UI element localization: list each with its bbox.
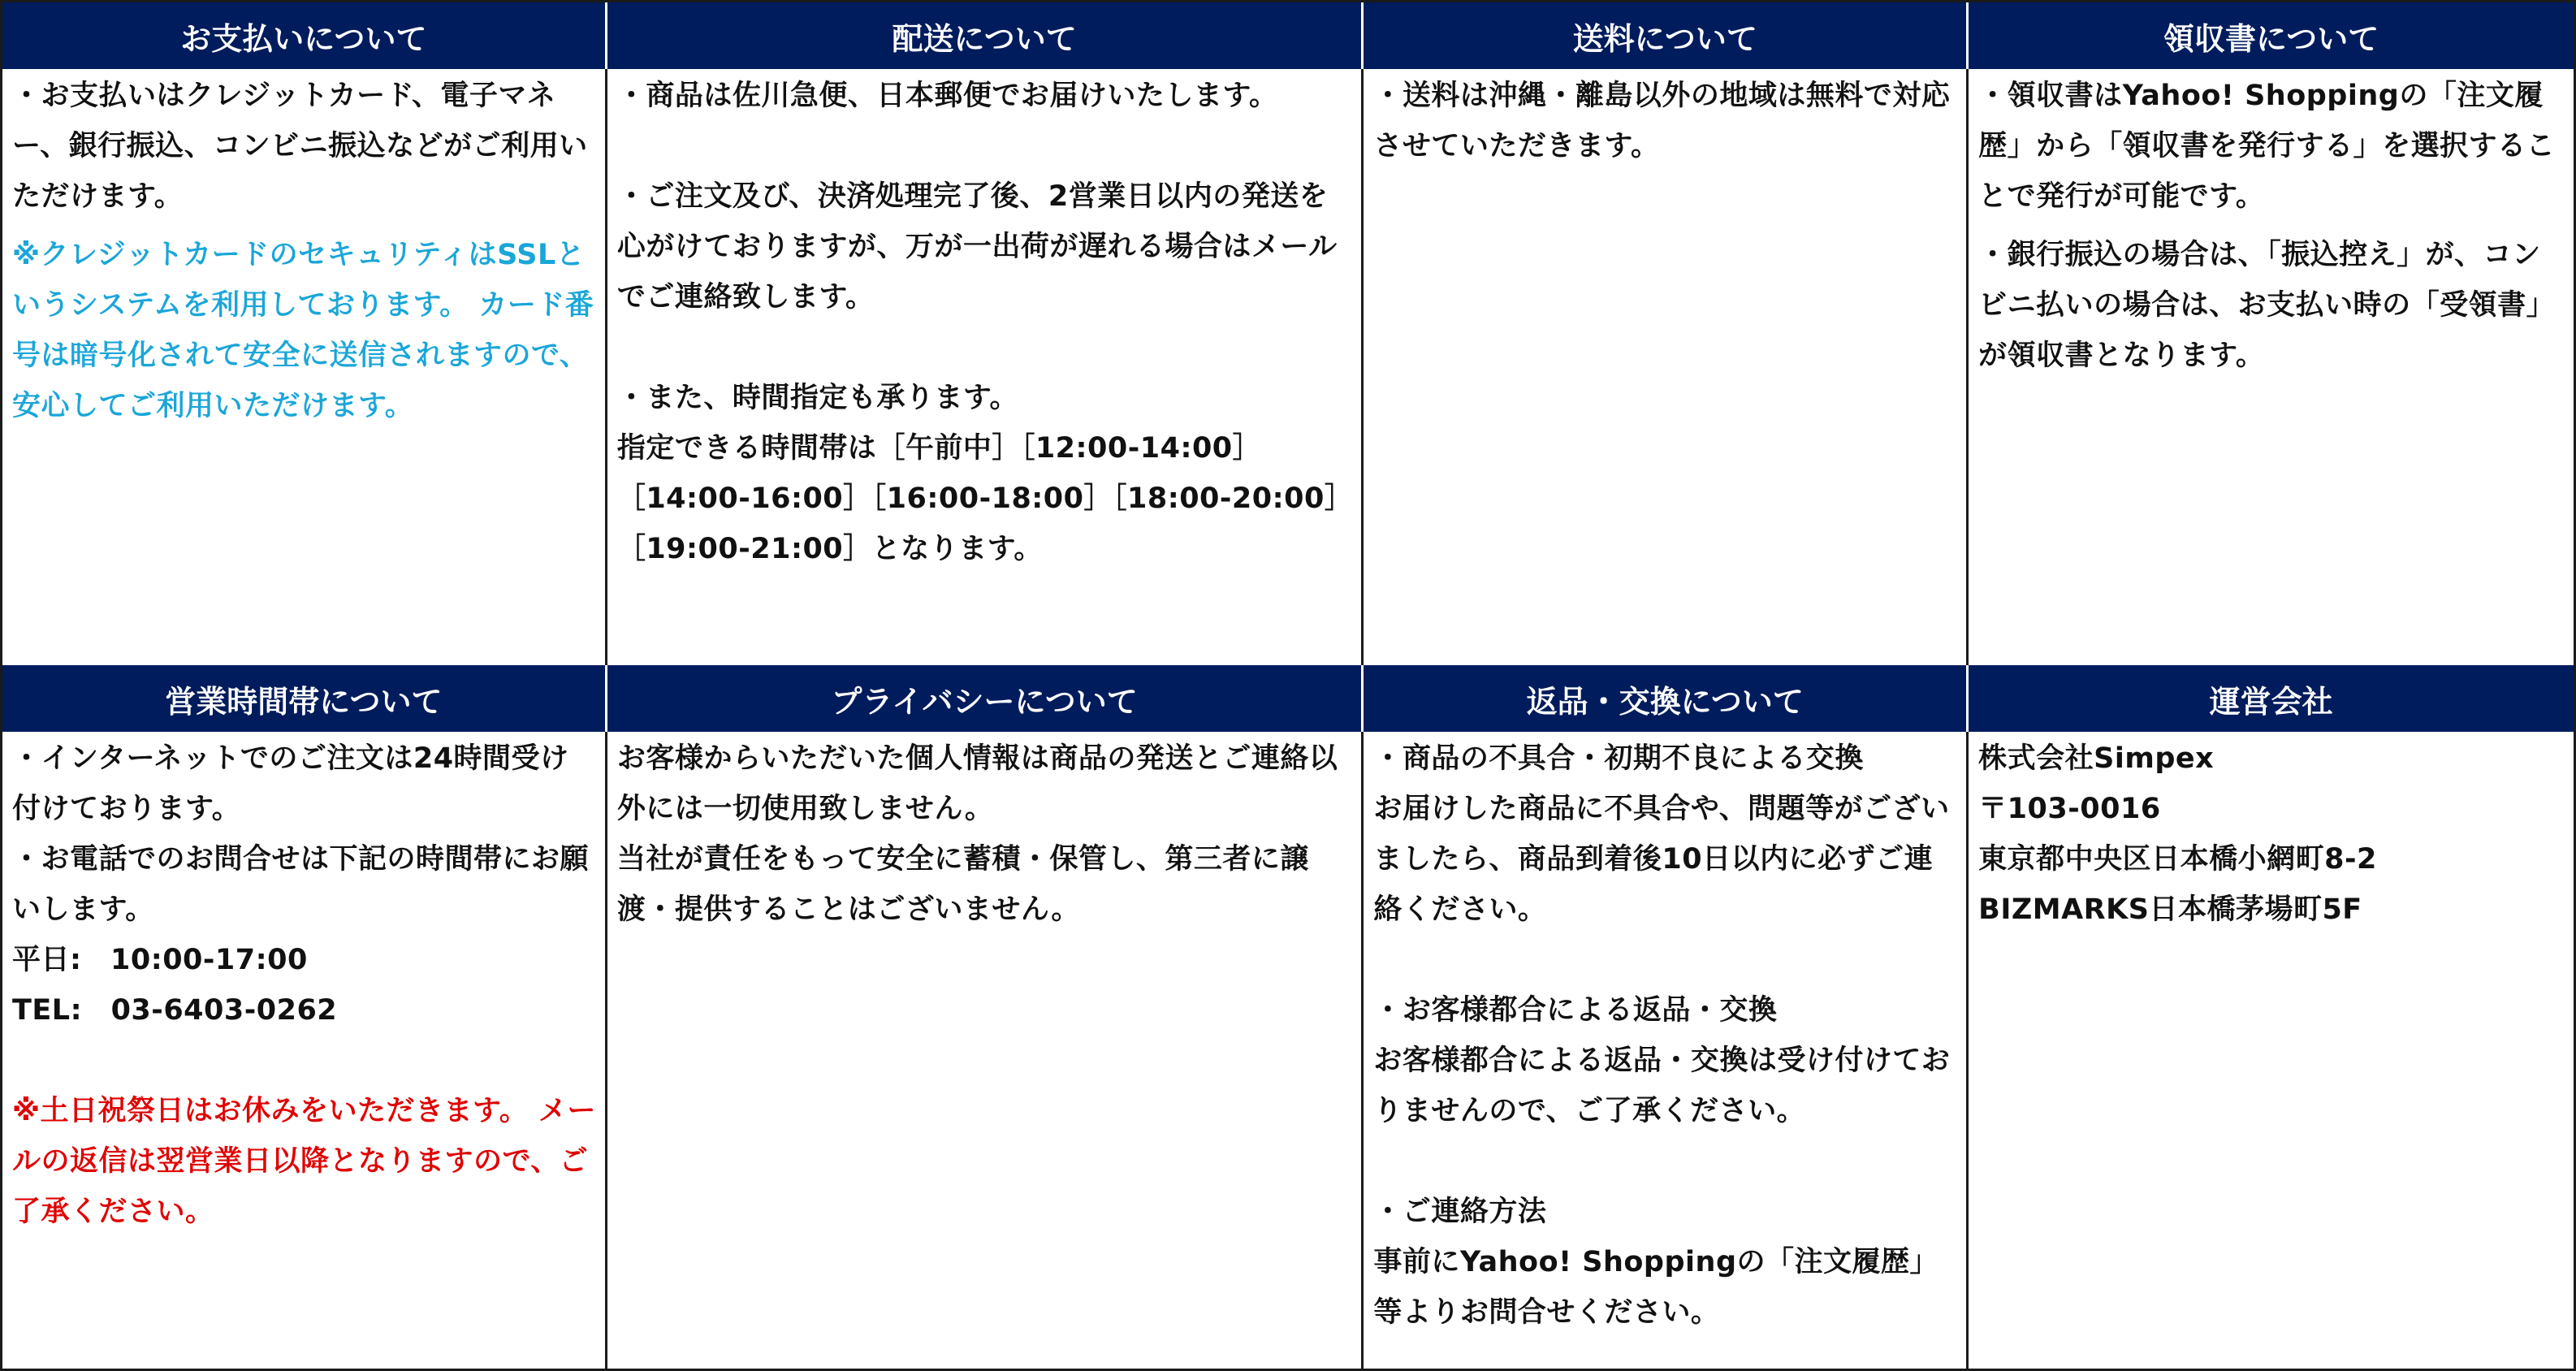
hours-tel: TEL: 03-6403-0262 <box>12 994 338 1027</box>
company-postal-code: 〒103-0016 <box>1978 793 2161 825</box>
header-company: 運営会社 <box>1969 665 2574 732</box>
receipt-alt-text: ・銀行振込の場合は、「振込控え」が、コンビニ払いの場合は、お支払い時の「受領書」が領収書となります。 <box>1978 239 2556 372</box>
shipping-fee-text: ・送料は沖縄・離島以外の地域は無料で対応させていただきます。 <box>1373 80 1951 162</box>
shipping-time-slots-line-1: 指定できる時間帯は［午前中］［12:00-14:00］ <box>616 432 1262 465</box>
header-receipt: 領収書について <box>1969 2 2574 69</box>
company-name: 株式会社Simpex <box>1978 742 2215 775</box>
privacy-usage-text: お客様からいただいた個人情報は商品の発送とご連絡以外には一切使用致しません。 <box>616 742 1338 825</box>
returns-defect-text: お届けした商品に不具合や、問題等がございましたら、商品到着後10日以内に必ずご連絡ください。 <box>1373 793 1950 926</box>
hours-holiday-note: ※土日祝祭日はお休みをいただきます。 メールの返信は翌営業日以降となりますので、ご了承ください。 <box>12 1095 596 1228</box>
shipping-time-text: ・また、時間指定も承ります。 <box>616 382 1019 414</box>
cell-shipping-fee <box>1364 69 1969 665</box>
header-shipping-fee: 送料について <box>1364 2 1969 69</box>
returns-customer-text: お客様都合による返品・交換は受け付けておりませんので、ご了承ください。 <box>1373 1044 1951 1127</box>
shipping-time-slots-line-3: ［19:00-21:00］となります。 <box>616 533 1043 565</box>
shipping-time-slots-line-2: ［14:00-16:00］［16:00-18:00］［18:00-20:00］ <box>616 482 1354 515</box>
company-address: 東京都中央区日本橋小網町8-2 <box>1978 843 2377 876</box>
returns-customer-heading: ・お客様都合による返品・交換 <box>1373 994 1778 1027</box>
cell-returns <box>1364 732 1969 1369</box>
cell-shipping <box>607 69 1364 665</box>
cell-business-hours <box>2 732 607 1369</box>
receipt-issue-text: ・領収書はYahoo! Shoppingの「注文履歴」から「領収書を発行する」を選択することで発行が可能です。 <box>1978 80 2556 213</box>
returns-defect-heading: ・商品の不具合・初期不良による交換 <box>1373 742 1864 775</box>
returns-contact-text: 事前にYahoo! Shoppingの「注文履歴」等よりお問合せください。 <box>1373 1246 1939 1329</box>
shipping-dispatch-text: ・ご注文及び、決済処理完了後、2営業日以内の発送を心がけておりますが、万が一出荷が遅れる場合はメールでご連絡致します。 <box>616 180 1338 314</box>
payment-methods-text: ・お支払いはクレジットカード、電子マネー、銀行振込、コンビニ振込などがご利用いただけます。 <box>12 80 588 213</box>
header-payment: お支払いについて <box>2 2 607 69</box>
returns-contact-heading: ・ご連絡方法 <box>1373 1196 1547 1228</box>
hours-phone-text: ・お電話でのお問合せは下記の時間帯にお願いします。 <box>12 843 590 926</box>
header-business-hours: 営業時間帯について <box>2 665 607 732</box>
payment-security-note: ※クレジットカードのセキュリティはSSLというシステムを利用しております。 カード番号は暗号化されて安全に送信されますので、安心してご利用いただけます。 <box>12 239 594 422</box>
cell-receipt <box>1969 69 2574 665</box>
cell-payment <box>2 69 607 665</box>
header-returns: 返品・交換について <box>1364 665 1969 732</box>
hours-internet-text: ・インターネットでのご注文は24時間受け付けております。 <box>12 742 569 825</box>
header-shipping: 配送について <box>607 2 1364 69</box>
cell-privacy <box>607 732 1364 1369</box>
company-building: BIZMARKS日本橋茅場町5F <box>1978 893 2362 926</box>
hours-weekday: 平日: 10:00-17:00 <box>12 944 308 976</box>
privacy-storage-text: 当社が責任をもって安全に蓄積・保管し、第三者に譲渡・提供することはございません。 <box>616 843 1309 926</box>
header-privacy: プライバシーについて <box>607 665 1364 732</box>
shipping-carrier-text: ・商品は佐川急便、日本郵便でお届けいたします。 <box>616 80 1278 112</box>
cell-company <box>1969 732 2574 1369</box>
